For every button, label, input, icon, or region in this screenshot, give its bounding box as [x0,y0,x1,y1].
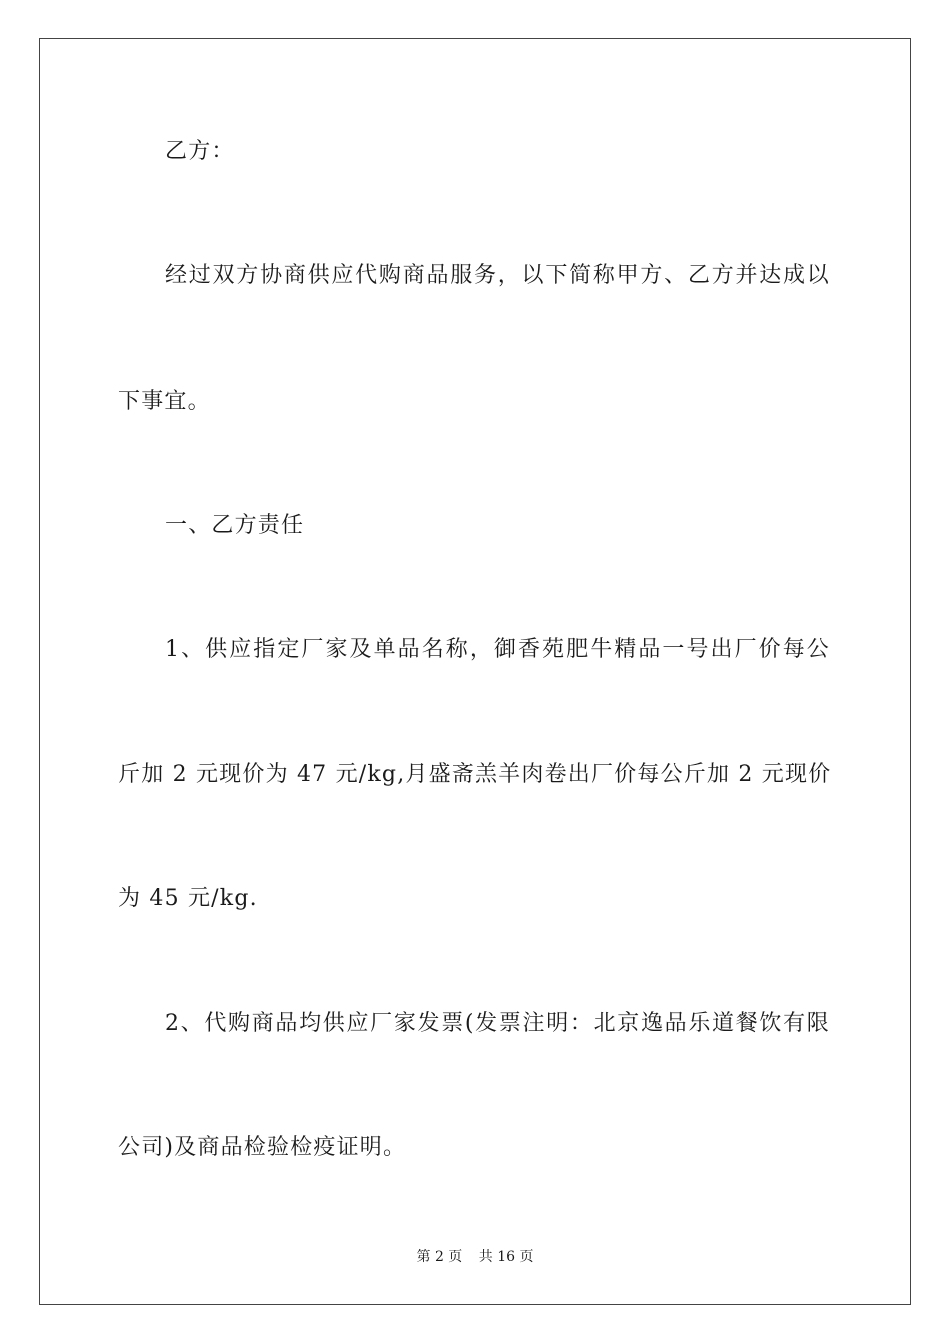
paragraph-intro-line-1: 经过双方协商供应代购商品服务，以下简称甲方、乙方并达成以 [165,263,830,288]
page-number-total: 共 16 页 [478,1249,534,1265]
clause-2-line-2: 公司)及商品检验检疫证明。 [118,1135,407,1160]
clause-2-line-1: 2、代购商品均供应厂家发票(发票注明：北京逸品乐道餐饮有限 [165,1011,830,1036]
section-heading-party-b-responsibility: 一、乙方责任 [165,513,305,538]
party-b-label: 乙方： [165,139,235,164]
clause-1-line-3: 为 45 元/kg. [118,886,258,911]
paragraph-intro-line-2: 下事宜。 [118,389,211,414]
clause-1-line-2: 斤加 2 元现价为 47 元/kg,月盛斋羔羊肉卷出厂价每公斤加 2 元现价 [118,762,832,787]
page-number-current: 第 2 页 [416,1249,463,1265]
page-footer [0,1247,950,1267]
clause-1-line-1: 1、供应指定厂家及单品名称，御香苑肥牛精品一号出厂价每公 [165,637,830,662]
page-frame [39,38,911,1305]
